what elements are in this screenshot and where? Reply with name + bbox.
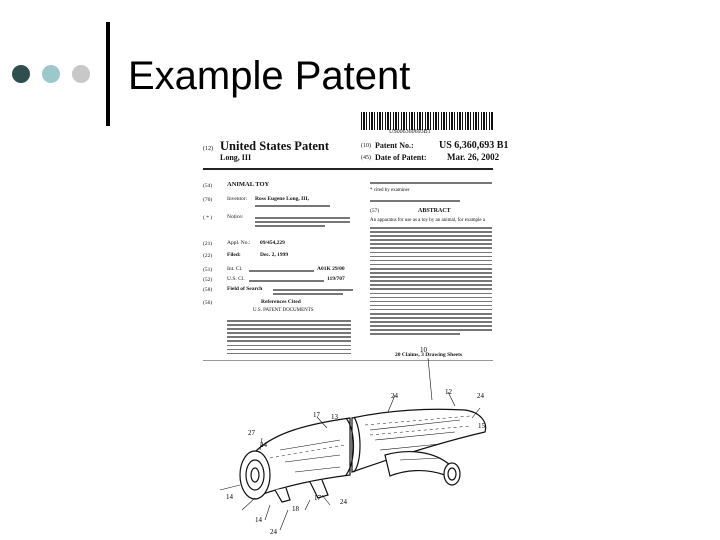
ref-numeral-10: 10 (420, 346, 427, 354)
patent-number: US 6,360,693 B1 (439, 140, 509, 151)
label-12: (12) (203, 146, 213, 152)
bullet-dot-gray (72, 65, 90, 83)
attorney-line (370, 200, 460, 204)
us-cl-label: U.S. Cl. (227, 276, 245, 282)
primary-examiner-lines (370, 182, 492, 186)
label-notice: ( * ) (203, 215, 213, 221)
filed-date: Dec. 2, 1999 (260, 252, 289, 258)
ref-numeral-14-left: 14 (226, 493, 233, 501)
ref-numeral-13: 13 (331, 413, 338, 421)
label-21: (21) (203, 241, 213, 247)
ref-numeral-17: 17 (313, 411, 320, 419)
ref-numeral-15: 15 (478, 422, 485, 430)
label-54: (54) (203, 183, 213, 189)
branch (385, 452, 450, 476)
barcode-number: US006360693B1 (389, 129, 431, 135)
label-45: (45) (361, 155, 371, 161)
ref-numeral-12: 12 (445, 388, 452, 396)
field-of-search-label: Field of Search (227, 286, 263, 292)
stub-leg-back (275, 488, 290, 502)
claims-summary: 20 Claims, 3 Drawing Sheets (395, 352, 463, 358)
ref-numeral-18: 18 (292, 505, 299, 513)
label-10: (10) (361, 143, 371, 149)
bullet-dot-dark (12, 65, 30, 83)
patent-date: Mar. 26, 2002 (447, 152, 500, 162)
ref-numeral-24-right: 24 (477, 392, 484, 400)
int-cl-leader (249, 270, 314, 274)
appl-label: Appl. No.: (227, 240, 251, 246)
ref-numeral-17-bottom: 17 (314, 494, 321, 502)
inventor-address-text (255, 205, 350, 209)
branch-end (444, 463, 460, 485)
bullet-dot-teal (42, 65, 60, 83)
inventor-short: Long, III (220, 153, 252, 162)
abstract-text (370, 227, 492, 338)
patent-no-label: Patent No.: (375, 141, 414, 150)
us-cl-value: 119/707 (327, 276, 345, 282)
cited-by-examiner: * cited by examiner (370, 188, 410, 193)
ref-numeral-24-top: 24 (391, 392, 398, 400)
label-51: (51) (203, 267, 213, 273)
inventor-label: Inventor: (227, 196, 248, 202)
label-56: (56) (203, 300, 213, 306)
int-cl-label: Int. Cl. (227, 266, 243, 272)
int-cl-value: A01K 29/00 (317, 266, 345, 272)
notice-label: Notice: (227, 214, 244, 220)
patent-office: United States Patent (220, 139, 330, 153)
ref-numeral-14-bottom: 14 (255, 516, 262, 524)
label-52: (52) (203, 277, 213, 283)
label-76: (76) (203, 197, 213, 203)
us-patent-documents-label: U.S. PATENT DOCUMENTS (253, 308, 314, 313)
barcode (361, 112, 493, 130)
log-end-left (240, 451, 270, 499)
label-58: (58) (203, 287, 213, 293)
patent-drawing (200, 340, 500, 540)
label-22: (22) (203, 253, 213, 259)
title-divider (106, 22, 110, 126)
ref-numeral-27: 27 (248, 429, 255, 437)
inventor-value: Ross Eugene Long, III, (255, 196, 309, 202)
us-cl-leader (249, 280, 324, 284)
date-label: Date of Patent: (375, 153, 427, 162)
appl-number: 09/454,229 (260, 240, 285, 246)
abstract-first-line: An apparatus for use as a toy by an animal, for example a (370, 218, 486, 223)
field-of-search-text (273, 289, 353, 297)
abstract-label: ABSTRACT (418, 208, 451, 214)
header-rule (203, 168, 493, 170)
references-cited-label: References Cited (261, 299, 301, 305)
patent-title: ANIMAL TOY (227, 181, 270, 188)
ref-numeral-24-low: 24 (340, 498, 347, 506)
ref-numeral-24-mid: 24 (260, 441, 267, 449)
filed-label: Filed: (227, 252, 241, 258)
ref-numeral-24-bottom: 24 (270, 528, 277, 536)
notice-text (255, 217, 350, 229)
label-57: (57) (370, 208, 380, 214)
slide-title: Example Patent (128, 54, 411, 98)
